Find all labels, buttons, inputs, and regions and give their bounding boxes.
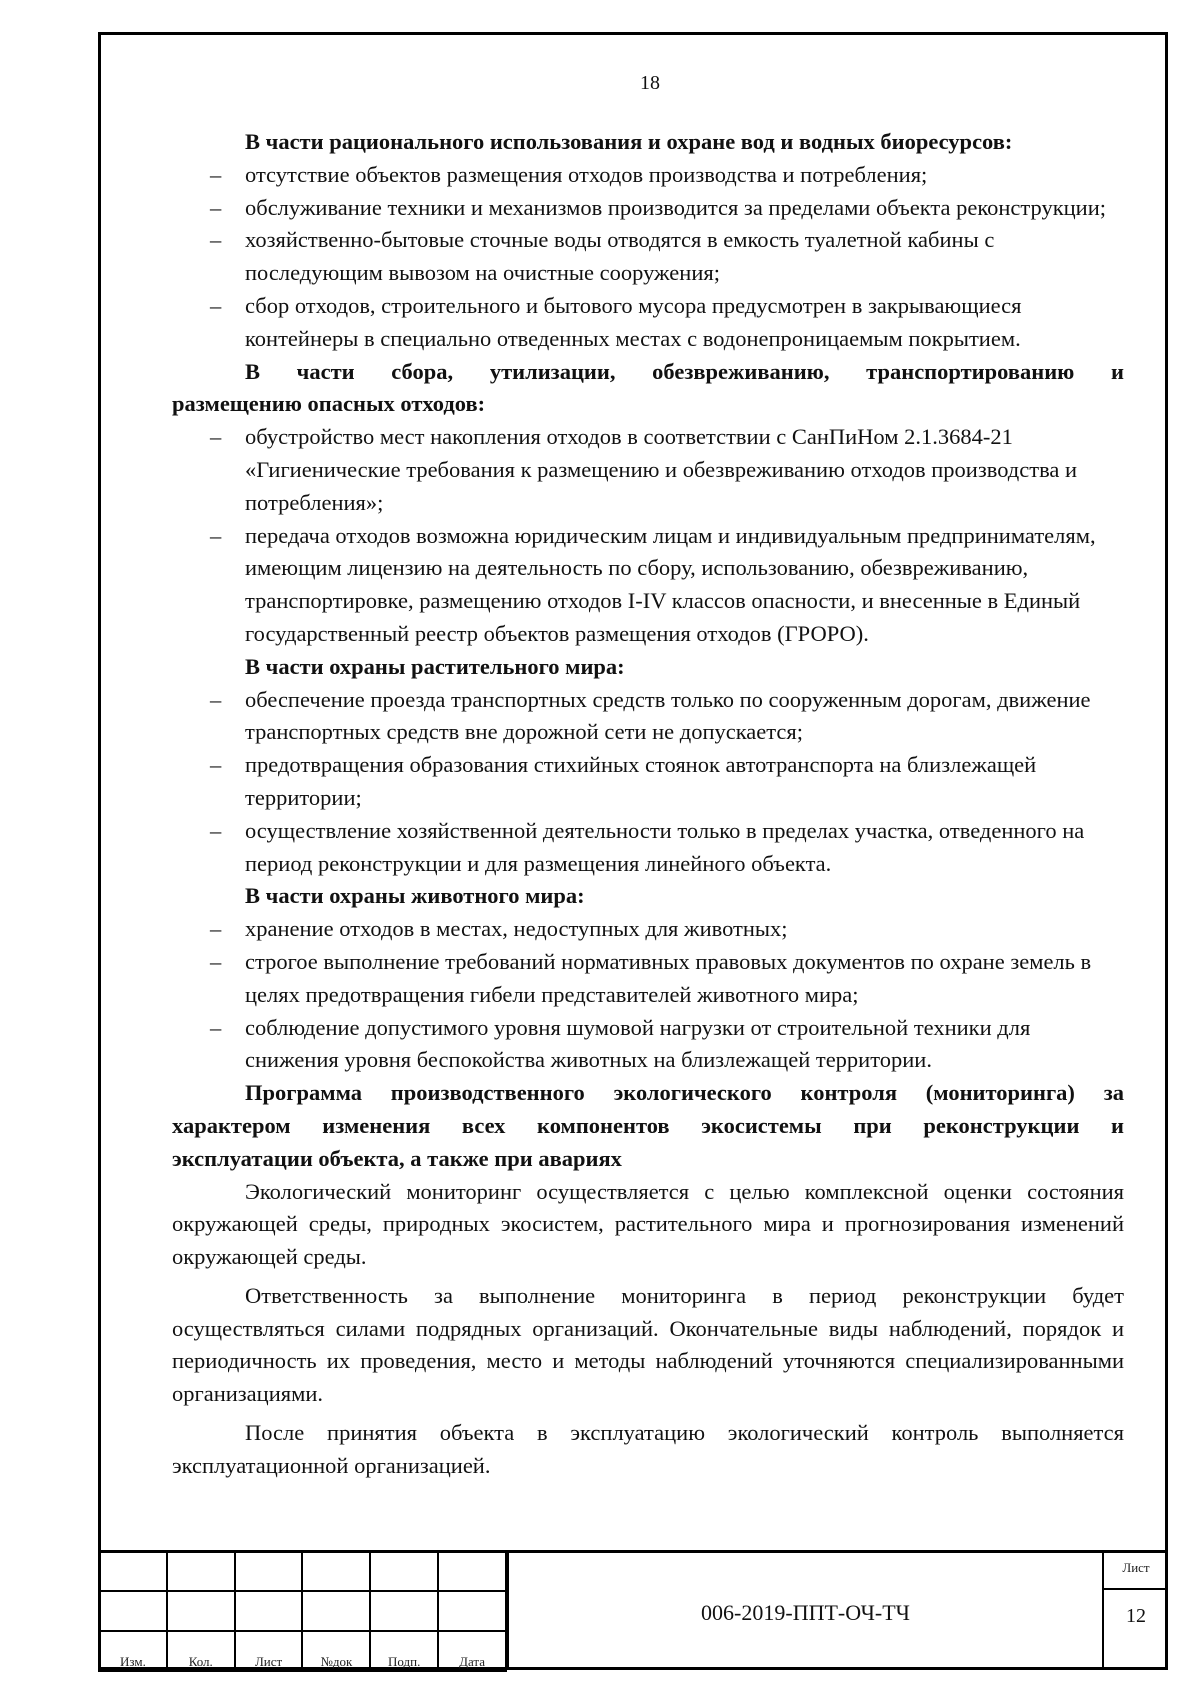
revision-cell: [370, 1551, 438, 1591]
revision-cell: [167, 1591, 235, 1631]
column-label-izm: Изм.: [99, 1631, 167, 1671]
dash-marker: –: [210, 292, 222, 318]
document-code-box: [507, 1550, 1104, 1670]
dash-marker: –: [210, 522, 222, 548]
paragraph: Ответственность за выполнение мониторинга в период реконструкции будет осуществляться силами подрядных организаций. Окончательные виды наблюдений, порядок и периодичность их проведения, место и методы наблюдений уточняются специализированными организациями.: [172, 1282, 1124, 1407]
page-number: 18: [640, 72, 660, 94]
title-block: [98, 1550, 1168, 1670]
revision-cell: [302, 1551, 370, 1591]
list-item: – осуществление хозяйственной деятельности только в пределах участка, отведенного на период реконструкции и для размещения линейного объекта.: [172, 815, 1124, 881]
revision-cell: [438, 1551, 506, 1591]
revision-cell: [370, 1591, 438, 1631]
paragraph: Экологический мониторинг осуществляется с целью комплексной оценки состояния окружающей среды, природных экосистем, растительного мира и прогнозирования изменений окружающей среды.: [172, 1178, 1124, 1270]
list-item: – предотвращения образования стихийных стоянок автотранспорта на близлежащей территории;: [172, 749, 1124, 815]
bullet-list: [172, 913, 1124, 1077]
revision-cell: [99, 1551, 167, 1591]
list-item: – сбор отходов, строительного и бытового мусора предусмотрен в закрывающиеся контейнеры в специально отведенных местах с водонепроницаемым покрытием.: [172, 290, 1124, 356]
dash-marker: –: [210, 916, 222, 942]
revision-cell: [235, 1551, 303, 1591]
revision-cell: [302, 1591, 370, 1631]
section-heading: В части рационального использования и охране вод и водных биоресурсов:: [245, 129, 1013, 154]
list-item: – обеспечение проезда транспортных средств только по сооруженным дорогам, движение транспортных средств вне дорожной сети не допускается;: [172, 684, 1124, 750]
section-heading: В части охраны животного мира:: [245, 883, 585, 909]
document-body: [172, 126, 1124, 1483]
list-item: – хозяйственно-бытовые сточные воды отводятся в емкость туалетной кабины с последующим вывозом на очистные сооружения;: [172, 224, 1124, 290]
dash-marker: –: [210, 817, 222, 843]
list-item: – передача отходов возможна юридическим лицам и индивидуальным предпринимателям, имеющим лицензию на деятельность по сбору, использованию, обезвреживанию, транспортировке, размещению отходов I-IV классов опасности, и внесенные в Единый государственный реестр объектов размещения отходов (ГРОРО).: [172, 520, 1124, 651]
sheet-number: 12: [1126, 1605, 1146, 1627]
dash-marker: –: [210, 424, 222, 450]
section-heading: В части сбора, утилизации, обезвреживанию, транспортированию и: [245, 358, 1124, 384]
sheet-label: Лист: [1122, 1560, 1150, 1575]
dash-marker: –: [210, 161, 222, 187]
list-item: – хранение отходов в местах, недоступных для животных;: [172, 913, 1124, 946]
revision-cell: [438, 1591, 506, 1631]
revision-table: [98, 1550, 507, 1672]
column-label-data: Дата: [438, 1631, 506, 1671]
dash-marker: –: [210, 1014, 222, 1040]
program-heading-line3: эксплуатации объекта, а также при авариях: [172, 1145, 622, 1171]
revision-cell: [99, 1591, 167, 1631]
section-heading-continuation: размещению опасных отходов:: [172, 391, 486, 417]
revision-cell: [235, 1591, 303, 1631]
list-item: – обслуживание техники и механизмов производится за пределами объекта реконструкции;: [172, 192, 1124, 225]
document-code: 006-2019-ППТ-ОЧ-ТЧ: [701, 1600, 910, 1625]
list-item: – обустройство мест накопления отходов в соответствии с СанПиНом 2.1.3684-21 «Гигиенические требования к размещению и обезвреживанию отходов производства и потребления»;: [172, 421, 1124, 519]
bullet-list: [172, 684, 1124, 881]
dash-marker: –: [210, 194, 222, 220]
program-heading: Программа производственного экологического контроля (мониторинга) за: [245, 1080, 1124, 1106]
sheet-box: [1104, 1550, 1168, 1670]
bullet-list: [172, 421, 1124, 651]
bullet-list: [172, 159, 1124, 356]
column-label-kol: Кол.: [167, 1631, 235, 1671]
dash-marker: –: [210, 686, 222, 712]
list-item: – соблюдение допустимого уровня шумовой нагрузки от строительной техники для снижения уровня беспокойства животных на близлежащей территории.: [172, 1012, 1124, 1078]
column-label-podp: Подп.: [370, 1631, 438, 1671]
dash-marker: –: [210, 227, 222, 253]
column-label-ndok: №док: [302, 1631, 370, 1671]
paragraph: После принятия объекта в эксплуатацию экологический контроль выполняется эксплуатационной организацией.: [172, 1420, 1124, 1478]
section-heading: В части охраны растительного мира:: [245, 653, 625, 679]
program-heading-line2: характером изменения всех компонентов экосистемы при реконструкции и: [172, 1112, 1124, 1138]
column-label-list: Лист: [235, 1631, 303, 1671]
dash-marker: –: [210, 752, 222, 778]
list-item: – строгое выполнение требований нормативных правовых документов по охране земель в целях предотвращения гибели представителей животного мира;: [172, 946, 1124, 1012]
sheet-divider: [1104, 1588, 1168, 1590]
list-item: – отсутствие объектов размещения отходов производства и потребления;: [172, 159, 1124, 192]
dash-marker: –: [210, 948, 222, 974]
revision-cell: [167, 1551, 235, 1591]
